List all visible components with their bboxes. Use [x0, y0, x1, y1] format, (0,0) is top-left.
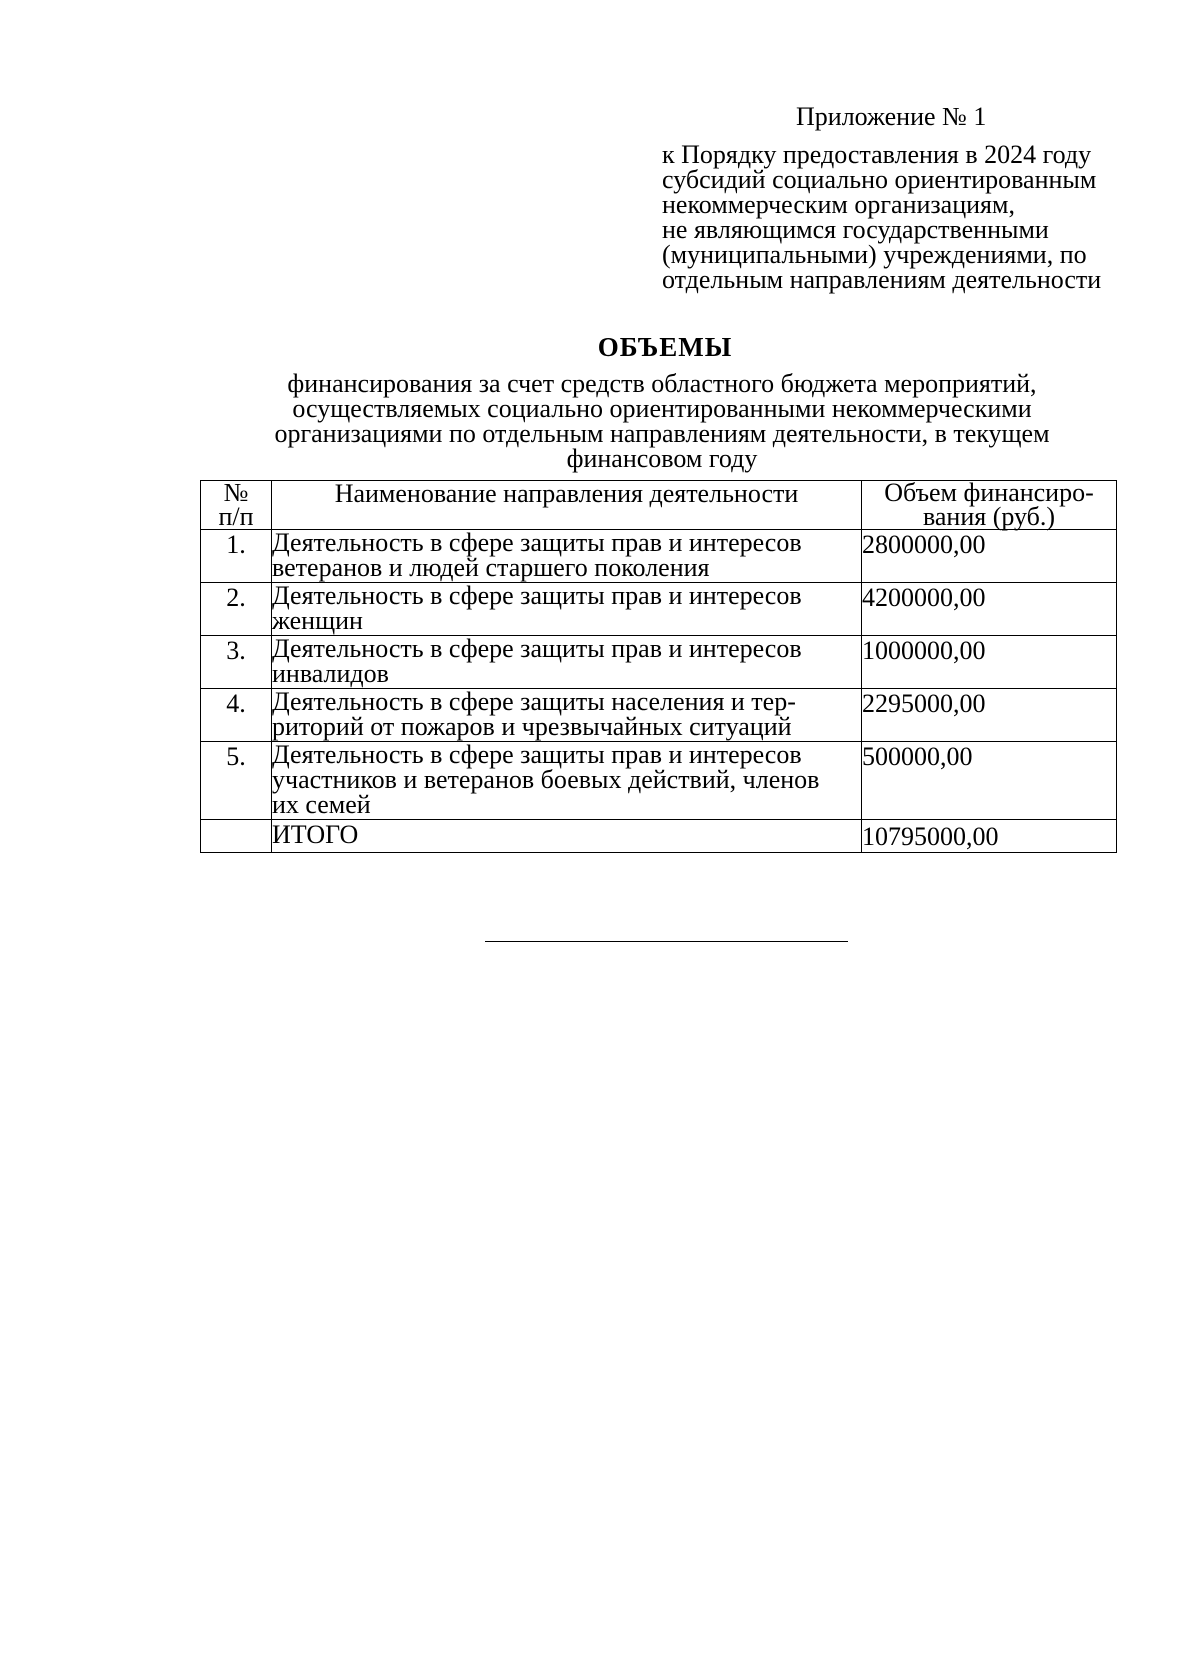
row-activity-name [272, 530, 862, 583]
document-subtitle [210, 371, 1114, 471]
annex-reference-line: не являющимся государственными [662, 215, 1049, 244]
row-activity-name [272, 636, 862, 689]
total-amount: 10795000,00 [862, 820, 1117, 853]
header-amount-line: Объем финансиро- [884, 478, 1094, 507]
header-amount-line: вания (руб.) [922, 502, 1056, 531]
funding-table [200, 480, 1117, 853]
header-number [201, 478, 272, 531]
subtitle-line: организациями по отдельным направлениям деятельности, в текущем [274, 419, 1050, 448]
activity-name-line: Деятельность в сфере защиты прав и интересов [272, 528, 802, 557]
activity-name-line: Деятельность в сфере защиты прав и интересов [272, 740, 802, 769]
activity-name-line: Деятельность в сфере защиты прав и интересов [272, 634, 802, 663]
annex-title: Приложение № 1 [796, 102, 987, 131]
row-number: 4. [201, 689, 272, 742]
header-funding-amount [862, 478, 1117, 531]
table-header-row [201, 481, 1117, 530]
row-amount: 500000,00 [862, 742, 1117, 820]
row-activity-name [272, 742, 862, 820]
annex-reference-line: некоммерческим организациям, [662, 190, 1015, 219]
activity-name-line: риторий от пожаров и чрезвычайных ситуаций [272, 712, 792, 741]
closing-divider [485, 941, 848, 942]
row-activity-name [272, 583, 862, 636]
activity-name-line: ветеранов и людей старшего поколения [272, 553, 710, 582]
total-row [201, 820, 1117, 853]
table-row [201, 583, 1117, 636]
subtitle-line: финансирования за счет средств областного бюджета мероприятий, [287, 369, 1037, 398]
row-number: 1. [201, 530, 272, 583]
table-row [201, 636, 1117, 689]
subtitle-line: осуществляемых социально ориентированными некоммерческими [292, 394, 1032, 423]
row-amount: 4200000,00 [862, 583, 1117, 636]
row-amount: 1000000,00 [862, 636, 1117, 689]
header-number-line: № [223, 478, 249, 507]
header-activity-name: Наименование направления деятельности [272, 481, 862, 530]
table-row [201, 689, 1117, 742]
annex-reference-line: к Порядку предоставления в 2024 году [662, 140, 1092, 169]
annex-reference-block [662, 142, 1142, 292]
annex-reference-line: субсидий социально ориентированным [662, 165, 1097, 194]
table-row [201, 530, 1117, 583]
total-label: ИТОГО [272, 820, 862, 853]
table-row [201, 742, 1117, 820]
row-activity-name [272, 689, 862, 742]
document-title: ОБЪЕМЫ [597, 332, 733, 362]
total-number [201, 820, 272, 853]
activity-name-line: инвалидов [272, 659, 389, 688]
activity-name-line: участников и ветеранов боевых действий, членов [272, 765, 820, 794]
row-amount: 2800000,00 [862, 530, 1117, 583]
header-number-line: п/п [218, 502, 254, 531]
activity-name-line: их семей [272, 790, 371, 819]
activity-name-line: женщин [272, 606, 363, 635]
row-number: 3. [201, 636, 272, 689]
row-amount: 2295000,00 [862, 689, 1117, 742]
annex-reference-line: (муниципальными) учреждениями, по [662, 240, 1087, 269]
subtitle-line: финансовом году [566, 444, 758, 473]
row-number: 2. [201, 583, 272, 636]
activity-name-line: Деятельность в сфере защиты прав и интересов [272, 581, 802, 610]
annex-reference-line: отдельным направлениям деятельности [662, 265, 1102, 294]
activity-name-line: Деятельность в сфере защиты населения и тер- [272, 687, 796, 716]
row-number: 5. [201, 742, 272, 820]
